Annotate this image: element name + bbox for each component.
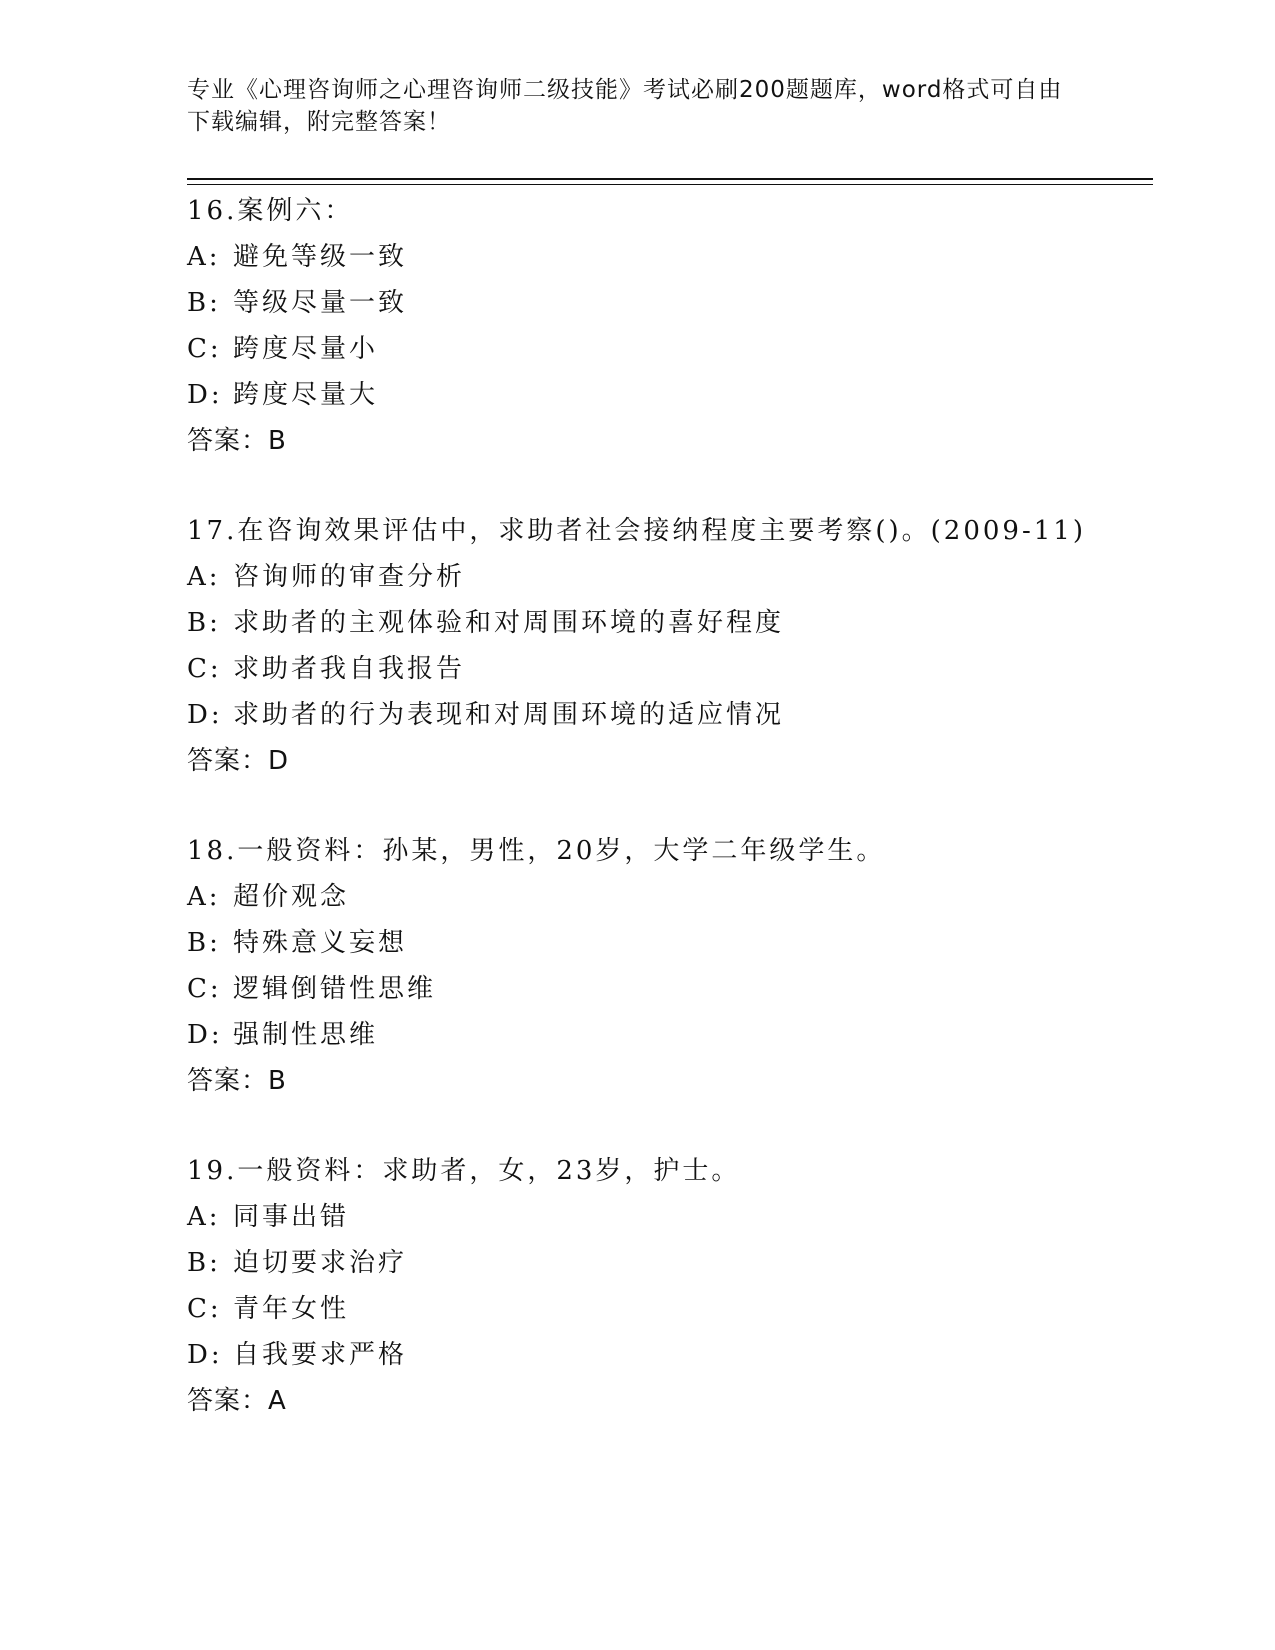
option-text: 超价观念 xyxy=(233,882,350,912)
option-key: C: xyxy=(187,334,222,364)
option-text: 迫切要求治疗 xyxy=(233,1248,408,1278)
question-stem: 16.案例六： xyxy=(187,196,354,226)
question-18 xyxy=(187,828,1147,1104)
option-text: 逻辑倒错性思维 xyxy=(233,974,437,1004)
option-text: 等级尽量一致 xyxy=(233,288,408,318)
option-text: 跨度尽量小 xyxy=(233,334,379,364)
option-key: D: xyxy=(187,1340,223,1370)
option-key: D: xyxy=(187,1020,223,1050)
option-key: B: xyxy=(187,1248,221,1278)
option-text: 特殊意义妄想 xyxy=(233,928,408,958)
option-c xyxy=(187,326,1147,372)
question-stem: 19.一般资料：求助者，女，23岁，护士。 xyxy=(187,1156,741,1186)
option-text: 咨询师的审查分析 xyxy=(233,562,466,592)
option-c xyxy=(187,646,1147,692)
option-key: A: xyxy=(187,242,221,272)
option-key: D: xyxy=(187,380,223,410)
option-c xyxy=(187,966,1147,1012)
document-header: 专业《心理咨询师之心理咨询师二级技能》考试必刷200题题库，word格式可自由下载编辑，附完整答案！ xyxy=(187,77,1063,135)
option-text: 求助者我自我报告 xyxy=(233,654,466,684)
option-d xyxy=(187,372,1147,418)
option-text: 强制性思维 xyxy=(233,1020,379,1050)
header-divider-thin xyxy=(187,184,1153,185)
option-b xyxy=(187,600,1147,646)
header-divider-thick xyxy=(187,178,1153,180)
option-key: D: xyxy=(187,700,223,730)
option-text: 自我要求严格 xyxy=(233,1340,408,1370)
option-c xyxy=(187,1286,1147,1332)
question-list xyxy=(187,188,1147,1424)
option-text: 青年女性 xyxy=(233,1294,350,1324)
option-text: 同事出错 xyxy=(233,1202,350,1232)
question-stem: 18.一般资料：孙某，男性，20岁，大学二年级学生。 xyxy=(187,836,886,866)
option-key: C: xyxy=(187,1294,222,1324)
question-16 xyxy=(187,188,1147,464)
option-key: A: xyxy=(187,1202,221,1232)
answer-line: 答案：B xyxy=(187,1066,287,1096)
option-key: A: xyxy=(187,882,221,912)
option-a xyxy=(187,874,1147,920)
option-key: B: xyxy=(187,288,221,318)
option-key: A: xyxy=(187,562,221,592)
option-a xyxy=(187,1194,1147,1240)
option-key: C: xyxy=(187,974,222,1004)
option-text: 求助者的行为表现和对周围环境的适应情况 xyxy=(233,700,785,730)
answer-line: 答案：B xyxy=(187,426,287,456)
option-b xyxy=(187,920,1147,966)
option-d xyxy=(187,1332,1147,1378)
answer-line: 答案：D xyxy=(187,746,290,776)
question-19 xyxy=(187,1148,1147,1424)
option-d xyxy=(187,692,1147,738)
option-b xyxy=(187,280,1147,326)
option-key: B: xyxy=(187,608,221,638)
answer-line: 答案：A xyxy=(187,1386,287,1416)
question-stem: 17.在咨询效果评估中，求助者社会接纳程度主要考察()。(2009-11) xyxy=(187,516,1086,546)
option-text: 跨度尽量大 xyxy=(233,380,379,410)
option-text: 避免等级一致 xyxy=(233,242,408,272)
question-17 xyxy=(187,508,1147,784)
option-d xyxy=(187,1012,1147,1058)
option-key: B: xyxy=(187,928,221,958)
option-a xyxy=(187,554,1147,600)
option-a xyxy=(187,234,1147,280)
option-b xyxy=(187,1240,1147,1286)
option-key: C: xyxy=(187,654,222,684)
option-text: 求助者的主观体验和对周围环境的喜好程度 xyxy=(233,608,785,638)
